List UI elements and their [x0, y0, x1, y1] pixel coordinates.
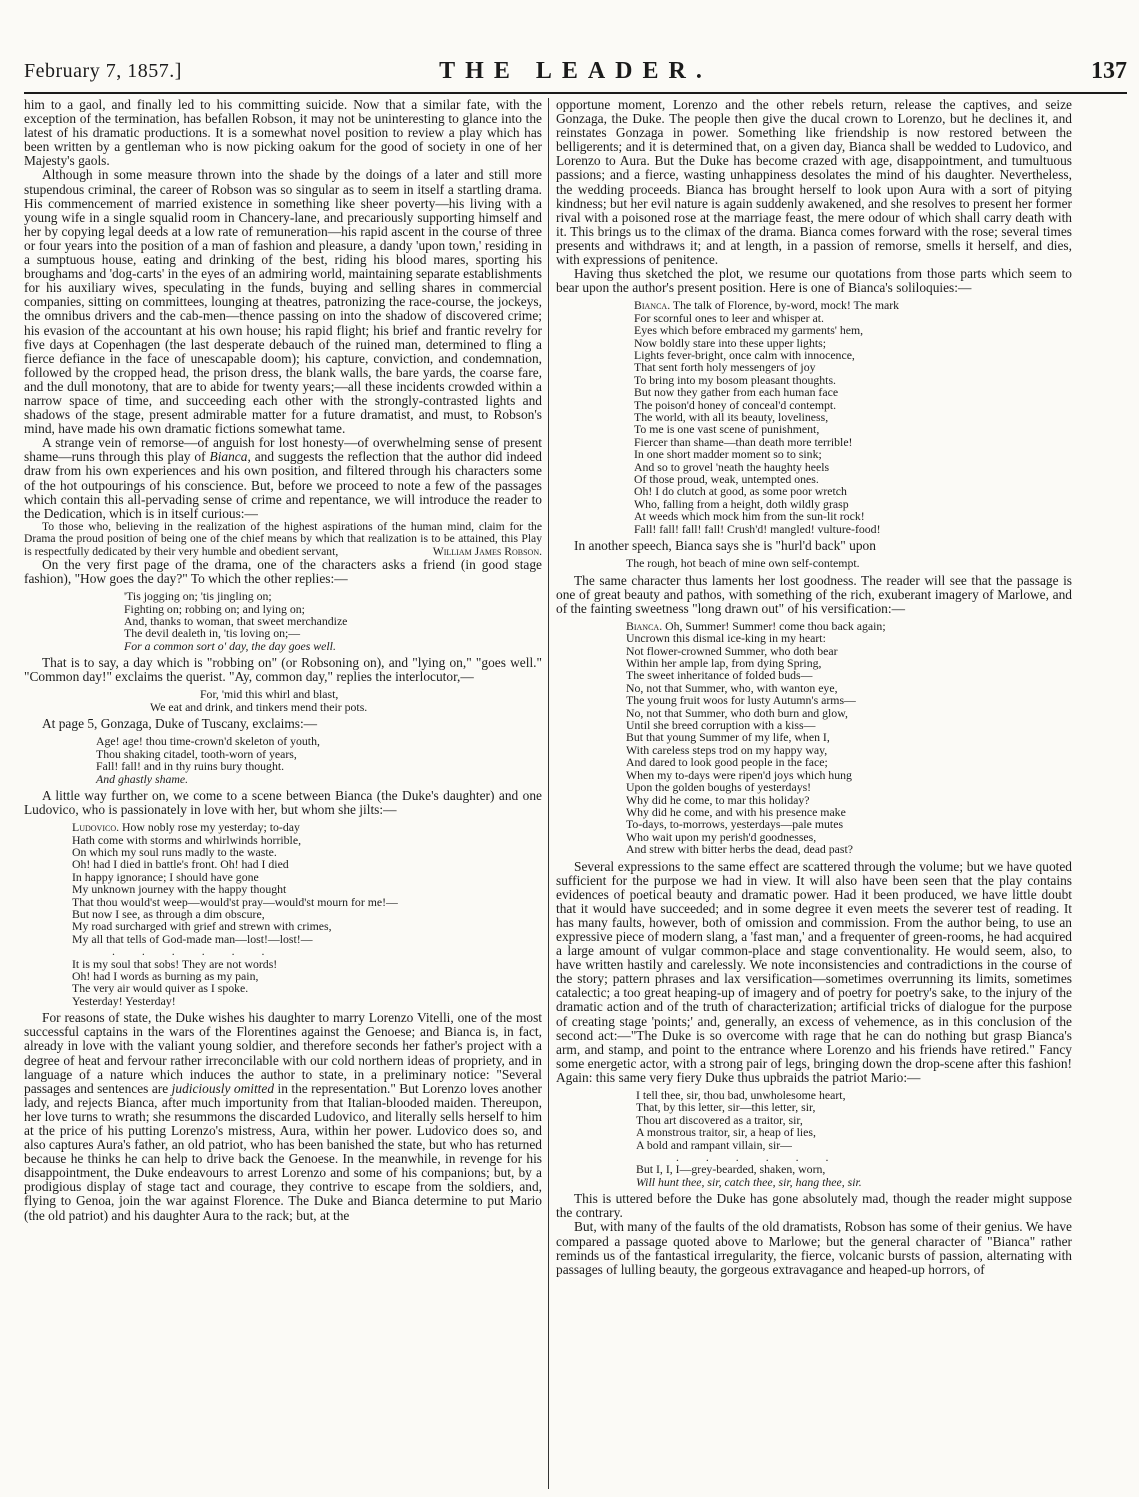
paragraph: On the very first page of the drama, one of the characters asks a friend (in good stage fashion), "How goes the day?" To which the other replies:—	[24, 557, 542, 587]
verse-block: Age! age! thou time-crown'd skeleton of youth, Thou shaking citadel, tooth-worn of years, Fall! fall! and in thy ruins bury thought. And ghastly shame.	[96, 734, 320, 786]
paragraph: In another speech, Bianca says she is "hurl'd back" upon	[574, 538, 876, 554]
paragraph: Although in some measure thrown into the shade by the doings of a later and still more stupendous criminal, the career of Robson was so singular as to seem in itself a startling drama. His commencement of married existence in something like sheer poverty—his living with a young wife in a single squalid room in Chancery-lane, and precariously supporting himself and her by copying legal deeds at a low rate of remuneration—his rapid ascent in the course of three or four years into the position of a man of fashion and pleasure, a dandy 'upon town,' residing in a sumptuous house, eating and drinking of the best, riding his blood mares, sporting his broughams and 'dog-carts' in the eyes of an admiring world, maintaining separate establishments for his auxiliary wives, speculating in the funds, buying and selling shares in commercial companies, sitting on committees, lounging at theatres, patronizing the race-course, the jockeys, the omnibus drivers and the cab-men—thence passing on into the shadow of discovered crime; his evasion of the accountant at his own house; his rapid flight; his brief and frantic revelry for five days at Copenhagen (the last desperate debauch of the ruined man, determined to fling a fierce defiance in the face of unescapable doom); his capture, conviction, and condemnation, followed by the cropped head, the prison dress, the blank walls, the bare yards, the coarse fare, and the dull monotony, that are to abide for twenty years;—all these incidents crowded within a narrow space of time, and succeeding each other with the strongly-contrasted lights and shadows of the stage, present admirable matter for a future dramatist, and must, to Robson's mind, have made his own dramatic fictions somewhat tame.	[24, 167, 542, 437]
left-column	[24, 98, 542, 1489]
verse-block: Ludovico. How nobly rose my yesterday; to-day Hath come with storms and whirlwinds horrible, On which my soul runs madly to the waste. Oh! had I died in battle's front. Oh! had I died In happy ignorance; I should have gone My unknown journey with the happy thought That thou would'st weep—would'st pray—would'st mourn for me!— But now I see, as through a dim obscure, My road surcharged with grief and strewn with crimes, My all that tells of God-made man—lost!—lost!— . . . . . . It is my soul that sobs! They are not words! Oh! had I words as burning as my pain, The very air would quiver as I spoke. Yesterday! Yesterday!	[72, 820, 398, 1008]
issue-date: February 7, 1857.]	[24, 60, 182, 82]
verse-block: For, 'mid this whirl and blast, We eat and drink, and tinkers mend their pots.	[150, 687, 368, 714]
right-column	[556, 98, 1072, 1489]
column-divider	[548, 98, 549, 1489]
dedication: To those who, believing in the realization of the highest aspirations of the human mind, claim for the Drama the proud position of being one of the chief means by which that realization is to be attained, this Play is respectfully dedicated by their very humble and obedient servant, William James Robson.	[24, 519, 542, 558]
verse-block: The rough, hot beach of mine own self-contempt.	[626, 556, 860, 571]
paragraph: For reasons of state, the Duke wishes his daughter to marry Lorenzo Vitelli, one of the most successful captains in the wars of the Florentines against the Genoese; and Bianca is, in fact, already in love with the valiant young soldier, and therefore seconds her father's project with a degree of heat and fervour rather irreconcilable with our cold northern ideas of propriety, and in language of a nature which induces the author to state, in a preliminary notice: "Several passages and sentences are judiciously omitted in the representation." But Lorenzo loves another lady, and rejects Bianca, after much importunity from that Italian-blooded maiden. Thereupon, her love turns to wrath; she resummons the discarded Ludovico, and literally sells herself to him at the price of his putting Lorenzo's mistress, Aura, within her power. Ludovico does so, and also captures Aura's father, an old patriot, who has been banished the state, but who has returned because he thinks he can help to drive back the Genoese. In the meanwhile, in revenge for his disappointment, the Duke endeavours to arrest Lorenzo and some of his companions; but, by a prodigious display of stage tact and courage, they contrive to escape from the soldiers, and, flying to Genoa, join the war against Florence. The Duke and Bianca determine to put Mario (the old patriot) and his daughter Aura to the rack; but, at the	[24, 1010, 542, 1223]
paragraph: Having thus sketched the plot, we resume our quotations from those parts which seem to bear upon the author's present position. Here is one of Bianca's soliloquies:—	[556, 266, 1072, 296]
paragraph: him to a gaol, and finally led to his committing suicide. Now that a similar fate, with the exception of the termination, has befallen Robson, it may not be uninteresting to glance into the latest of his dramatic productions. It is a somewhat novel position to review a play which has been written by a gentleman who is now picking oakum for the good of society in one of her Majesty's gaols.	[24, 98, 542, 169]
verse-block: 'Tis jogging on; 'tis jingling on; Fighting on; robbing on; and lying on; And, thanks to woman, that sweet merchandize The devil dealeth in, 'tis loving on;— For a common sort o' day, the day goes well.	[124, 589, 348, 653]
dedication-signature: William James Robson.	[432, 544, 542, 558]
newspaper-title: THE LEADER.	[439, 58, 712, 84]
paragraph: opportune moment, Lorenzo and the other rebels return, release the captives, and seize Gonzaga, the Duke. The people then give the ducal crown to Lorenzo, but he declines it, and reinstates Gonzaga in power. Something like friendship is now restored between the belligerents; and it is determined that, on a given day, Bianca shall be wedded to Ludovico, and Lorenzo to Aura. But the Duke has become crazed with age, disappointment, and tumultuous passions; and a fierce, wasting unhappiness desolates the mind of his daughter. Nevertheless, the wedding proceeds. Bianca has brought herself to look upon Aura with a sort of pitying kindness; but her evil nature is again suddenly awakened, and she resolves to present her former rival with a poisoned rose at the marriage feast, the mere odour of which shall carry death with it. This brings us to the climax of the drama. Bianca comes forward with the rose; several times presents and withdraws it; and at length, in a passion of remorse, smells it herself, and dies, with expressions of penitence.	[556, 98, 1072, 268]
paragraph: This is uttered before the Duke has gone absolutely mad, though the reader might suppose the contrary.	[556, 1191, 1072, 1221]
paragraph: But, with many of the faults of the old dramatists, Robson has some of their genius. We have compared a passage quoted above to Marlowe; but the general character of "Bianca" rather reminds us of the fantastical irregularity, the fierce, volcanic bursts of passion, alternating with passages of lulling beauty, the gorgeous extravagance and heaped-up horrors, of	[556, 1219, 1072, 1277]
paragraph: A strange vein of remorse—of anguish for lost honesty—of overwhelming sense of present shame—runs through this play of Bianca, and suggests the reflection that the author did indeed draw from his own experiences and his own position, and filtered through his characters some of the hot outpourings of his conscience. But, before we proceed to note a few of the passages which contain this all-pervading sense of crime and repentance, we will introduce the reader to the Dedication, which is in itself curious:—	[24, 435, 542, 521]
page-number: 137	[1091, 58, 1127, 84]
paragraph: Several expressions to the same effect are scattered through the volume; but we have quoted sufficient for the purpose we had in view. It will also have been seen that the play contains evidences of poetical beauty and dramatic power. Had it been produced, we have little doubt that it would have succeeded; and in some degree it even meets the severer test of reading. It has many faults, however, both of omission and commission. From the author being, to use an expressive piece of modern slang, a 'fast man,' and a frequenter of green-rooms, he had acquired a large amount of vulgar common-place and stage conventionality. He would seem, also, to have written hastily and carelessly. We note inconsistencies and contradictions in the course of the story; pattern phrases and lax versification—sometimes overrunning its limits, sometimes catalectic; a too great heaping-up of imagery and of poetry for poetry's sake, to the injury of the dramatic action and of the truth of characterization; artificial tricks of dialogue for the purpose of creating stage 'points;' and, generally, an excess of vehemence, as in this conclusion of the second act:—"The Duke is so overcome with rage that he can do nothing but grasp Bianca's arm, and stamp, and point to the entrance where Lorenzo and his friends have retired." Fancy some energetic actor, with a strong pair of legs, bringing down the drop-scene after this fashion! Again: this same very fiery Duke thus upbraids the patriot Mario:—	[556, 858, 1072, 1085]
verse-block: Bianca. Oh, Summer! Summer! come thou back again; Uncrown this dismal ice-king in my heart: Not flower-crowned Summer, who doth bear Within her ample lap, from dying Spring, The sweet inheritance of folded buds— No, not that Summer, who, with wanton eye, The young fruit woos for lusty Autumn's arms— No, not that Summer, who doth burn and glow, Until she breed corruption with a kiss— But that young Summer of my life, when I, With careless steps trod on my happy way, And dared to look good people in the face; When my to-days were ripen'd joys which hung Upon the golden boughs of yesterdays! Why did he come, to mar this holiday? Why did he come, and with his presence make To-days, to-morrows, yesterdays—pale mutes Who wait upon my perish'd goodnesses, And strew with bitter herbs the dead, dead past?	[626, 618, 886, 857]
verse-block: Bianca. The talk of Florence, by-word, mock! The mark For scornful ones to leer and whisper at. Eyes which before embraced my garments' hem, Now boldly stare into these upper lights; Lights fever-bright, once calm with innocence, That sent forth holy messengers of joy To bring into my bosom pleasant thoughts. But now they gather from each human face The poison'd honey of conceal'd contempt. The world, with all its beauty, loveliness, To me is one vast scene of punishment, Fiercer than shame—than death more terrible! In one short madder moment so to sink; And so to grovel 'neath the haughty heels Of those proud, weak, untempted ones. Oh! I do clutch at good, as some poor wretch Who, falling from a height, doth wildly grasp At weeds which mock him from the sun-lit rock! Fall! fall! fall! fall! Crush'd! mangled! vulture-food!	[634, 298, 900, 536]
page-header	[24, 58, 1127, 94]
paragraph: That is to say, a day which is "robbing on" (or Robsoning on), and "lying on," "goes well." "Common day!" exclaims the querist. "Ay, common day," replies the interlocutor,—	[24, 655, 542, 685]
paragraph: At page 5, Gonzaga, Duke of Tuscany, exclaims:—	[42, 716, 318, 732]
verse-block: I tell thee, sir, thou bad, unwholesome heart, That, by this letter, sir—this letter, sir, Thou art discovered as a traitor, sir, A monstrous traitor, sir, a heap of lies, A bold and rampant villain, sir— . . . . . . But I, I, I—grey-bearded, shaken, worn, Will hunt thee, sir, catch thee, sir, hang thee, sir.	[636, 1088, 862, 1189]
paragraph: The same character thus laments her lost goodness. The reader will see that the passage is one of great beauty and pathos, with something of the rich, exuberant imagery of Marlowe, and of the fainting sweetness "long drawn out" of his versification:—	[556, 572, 1072, 616]
paragraph: A little way further on, we come to a scene between Bianca (the Duke's daughter) and one Ludovico, who is passionately in love with her, but whom she jilts:—	[24, 787, 542, 818]
